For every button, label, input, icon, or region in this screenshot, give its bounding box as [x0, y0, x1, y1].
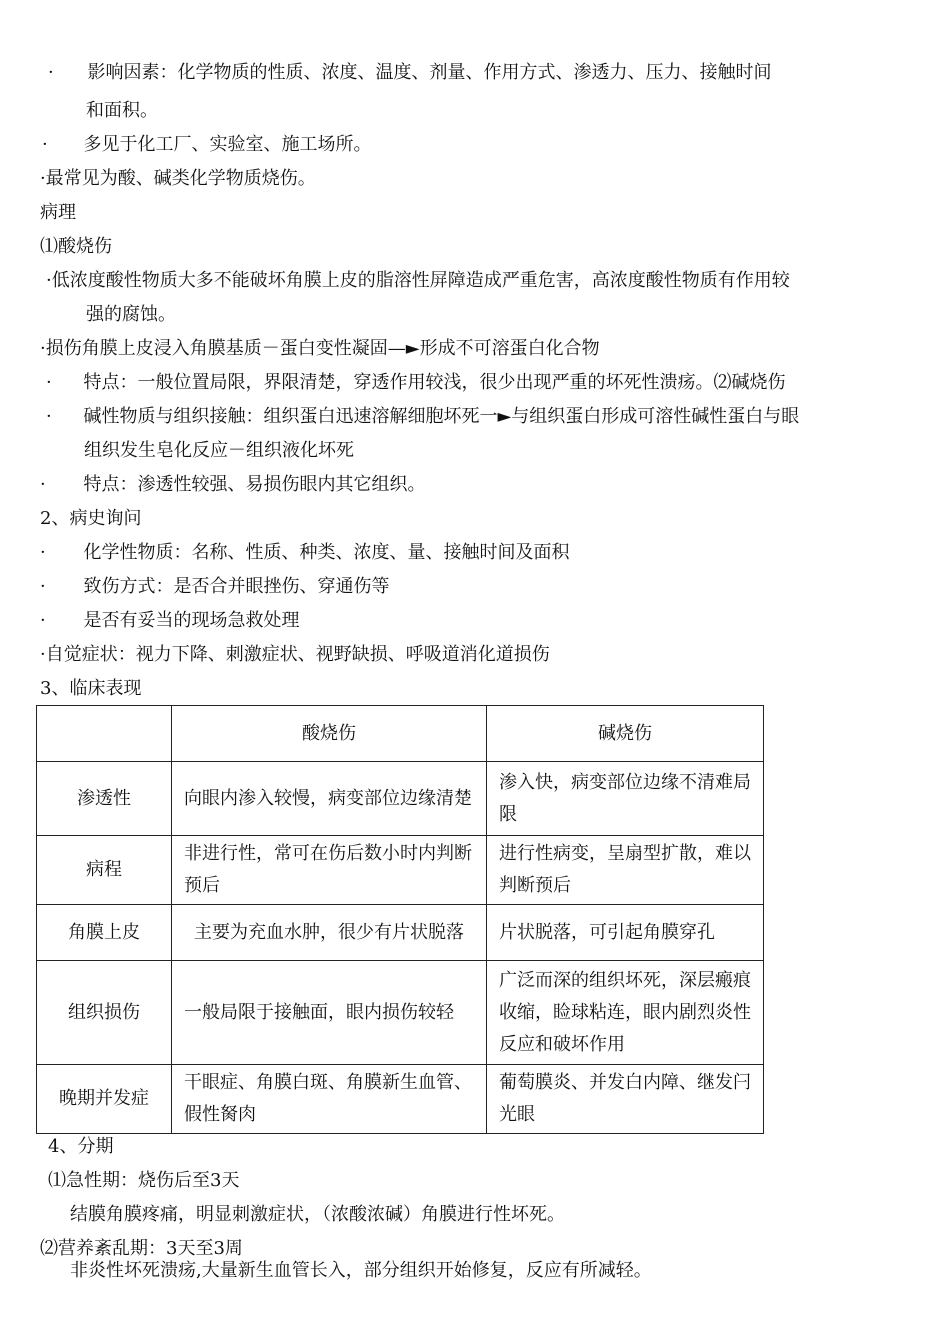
table-cell: 片状脱落，可引起角膜穿孔: [487, 905, 764, 961]
bullet-icon: ·: [42, 134, 48, 155]
bullet-icon: ·: [40, 542, 46, 563]
list-item: [40, 468, 425, 502]
subsection-heading: ⑵营养紊乱期：3天至3周: [40, 1238, 243, 1259]
table-cell: 进行性病变，呈扇型扩散，难以判断预后: [487, 836, 764, 905]
table-cell: 广泛而深的组织坏死，深层瘢痕收缩，睑球粘连，眼内剧烈炎性反应和破坏作用: [487, 961, 764, 1065]
list-item: [42, 128, 371, 162]
bullet-icon: ·: [40, 338, 46, 359]
bullet-icon: ·: [46, 270, 52, 291]
paragraph-text: 低浓度酸性物质大多不能破坏角膜上皮的脂溶性屏障造成严重危害，高浓度酸性物质有作用较: [51, 270, 790, 291]
table-cell: 渗入快，病变部位边缘不清难局限: [487, 762, 764, 836]
paragraph-text: 结膜角膜疼痛，明显刺激症状，（浓酸浓碱）角膜进行性坏死。: [70, 1204, 565, 1225]
paragraph-text: 多见于化工厂、实验室、施工场所。: [83, 134, 372, 155]
paragraph-continuation: 组织发生皂化反应－组织液化坏死: [84, 440, 354, 461]
table-cell: 向眼内渗入较慢，病变部位边缘清楚: [172, 762, 487, 836]
table-cell: 干眼症、角膜白斑、角膜新生血管、假性胬肉: [172, 1065, 487, 1134]
subsection-heading: ⑴酸烧伤: [40, 236, 112, 257]
comparison-table: [36, 705, 764, 1134]
list-item: [40, 162, 316, 196]
paragraph-text: 特点：渗透性较强、易损伤眼内其它组织。: [83, 474, 426, 495]
list-item: [46, 400, 799, 434]
paragraph-text: 特点：一般位置局限，界限清楚，穿透作用较浅，很少出现严重的坏死性溃疡。⑵碱烧伤: [83, 372, 786, 393]
paragraph-continuation: 强的腐蚀。: [86, 304, 176, 325]
table-header-cell: 酸烧伤: [172, 706, 487, 762]
bullet-icon: ·: [40, 168, 46, 189]
section-heading: 2、病史询问: [40, 508, 142, 529]
list-item: [40, 570, 389, 604]
table-row-label: 病程: [37, 836, 172, 905]
table-header-row: [37, 706, 764, 762]
table-cell: 一般局限于接触面，眼内损伤较轻: [172, 961, 487, 1065]
table-row-label: 渗透性: [37, 762, 172, 836]
table-row-label: 组织损伤: [37, 961, 172, 1065]
paragraph-text: 化学性物质：名称、性质、种类、浓度、量、接触时间及面积: [83, 542, 570, 563]
paragraph-text: 致伤方式：是否合并眼挫伤、穿通伤等: [83, 576, 390, 597]
paragraph-text: 最常见为酸、碱类化学物质烧伤。: [45, 168, 316, 189]
list-item: [40, 536, 569, 570]
paragraph-text: 影响因素：化学物质的性质、浓度、温度、剂量、作用方式、渗透力、压力、接触时间: [87, 62, 772, 83]
paragraph-text: 是否有妥当的现场急救处理: [83, 610, 300, 631]
bullet-icon: ·: [46, 372, 52, 393]
table-cell: 葡萄膜炎、并发白内障、继发闩光眼: [487, 1065, 764, 1134]
paragraph-text: 碱性物质与组织接触：组织蛋白迅速溶解细胞坏死一►与组织蛋白形成可溶性碱性蛋白与眼: [83, 406, 800, 427]
list-item: [48, 56, 771, 90]
subsection-heading: ⑴急性期：烧伤后至3天: [48, 1170, 240, 1191]
table-header-cell: [37, 706, 172, 762]
list-item: [46, 366, 785, 400]
section-heading: 4、分期: [48, 1136, 114, 1157]
section-heading: 病理: [40, 202, 76, 223]
table-cell: 主要为充血水肿，很少有片状脱落: [172, 905, 487, 961]
table-row: [37, 1065, 764, 1134]
list-item: [40, 332, 600, 366]
bullet-icon: ·: [40, 576, 46, 597]
paragraph-text: 损伤角膜上皮浸入角膜基质－蛋白变性凝固—►形成不可溶蛋白化合物: [45, 338, 600, 359]
table-row: [37, 762, 764, 836]
bullet-icon: ·: [48, 62, 54, 83]
table-header-cell: 碱烧伤: [487, 706, 764, 762]
table-row-label: 晚期并发症: [37, 1065, 172, 1134]
table-row: [37, 905, 764, 961]
list-item: [40, 604, 299, 638]
bullet-icon: ·: [40, 644, 46, 665]
table-row-label: 角膜上皮: [37, 905, 172, 961]
paragraph-text: 非炎性坏死溃疡,大量新生血管长入，部分组织开始修复，反应有所减轻。: [70, 1260, 652, 1281]
list-item: [46, 264, 790, 298]
bullet-icon: ·: [40, 610, 46, 631]
section-heading: 3、临床表现: [40, 678, 142, 699]
bullet-icon: ·: [40, 474, 46, 495]
list-item: [40, 638, 550, 672]
table-row: [37, 836, 764, 905]
paragraph-text: 自觉症状：视力下降、刺激症状、视野缺损、呼吸道消化道损伤: [45, 644, 550, 665]
table-row: [37, 961, 764, 1065]
table-cell: 非进行性，常可在伤后数小时内判断预后: [172, 836, 487, 905]
bullet-icon: ·: [46, 406, 52, 427]
paragraph-continuation: 和面积。: [86, 100, 158, 121]
